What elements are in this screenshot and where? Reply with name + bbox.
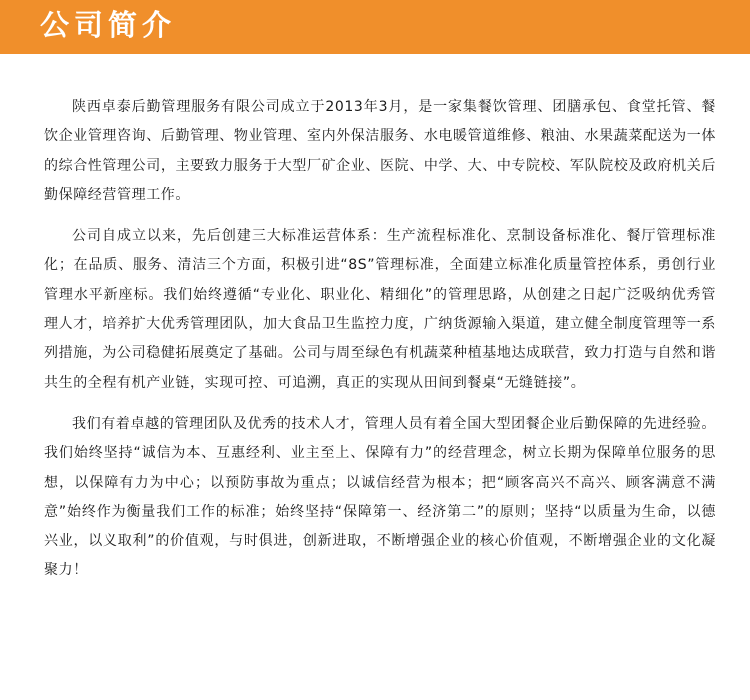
page-title: 公司简介 xyxy=(40,8,177,42)
intro-content xyxy=(44,93,716,598)
intro-paragraph-1: 陕西卓泰后勤管理服务有限公司成立于2013年3月，是一家集餐饮管理、团膳承包、食堂托管、餐饮企业管理咨询、后勤管理、物业管理、室内外保洁服务、水电暖管道维修、粮油、水果蔬菜配送为一体的综合性管理公司，主要致力服务于大型厂矿企业、医院、中学、大、中专院校、军队院校及政府机关后勤保障经营管理工作。 xyxy=(44,99,716,203)
header-bar xyxy=(0,0,750,54)
intro-paragraph-3: 我们有着卓越的管理团队及优秀的技术人才，管理人员有着全国大型团餐企业后勤保障的先进经验。我们始终坚持“诚信为本、互惠经利、业主至上、保障有力”的经营理念，树立长期为保障单位服务的思想，以保障有力为中心；以预防事故为重点；以诚信经营为根本；把“顾客高兴不高兴、顾客满意不满意”始终作为衡量我们工作的标准；始终坚持“保障第一、经济第二”的原则；坚持“以质量为生命，以德兴业，以义取利”的价值观，与时俱进，创新进取，不断增强企业的核心价值观，不断增强企业的文化凝聚力！ xyxy=(44,415,716,579)
intro-paragraph-2: 公司自成立以来，先后创建三大标准运营体系：生产流程标准化、烹制设备标准化、餐厅管理标准化；在品质、服务、清洁三个方面，积极引进“8S”管理标准，全面建立标准化质量管控体系，勇创行业管理水平新座标。我们始终遵循“专业化、职业化、精细化”的管理思路，从创建之日起广泛吸纳优秀管理人才，培养扩大优秀管理团队，加大食品卫生监控力度，广纳货源输入渠道，建立健全制度管理等一系列措施，为公司稳健拓展奠定了基础。公司与周至绿色有机蔬菜种植基地达成联营，致力打造与自然和谐共生的全程有机产业链，实现可控、可追溯，真正的实现从田间到餐桌“无缝链接”。 xyxy=(44,228,716,391)
